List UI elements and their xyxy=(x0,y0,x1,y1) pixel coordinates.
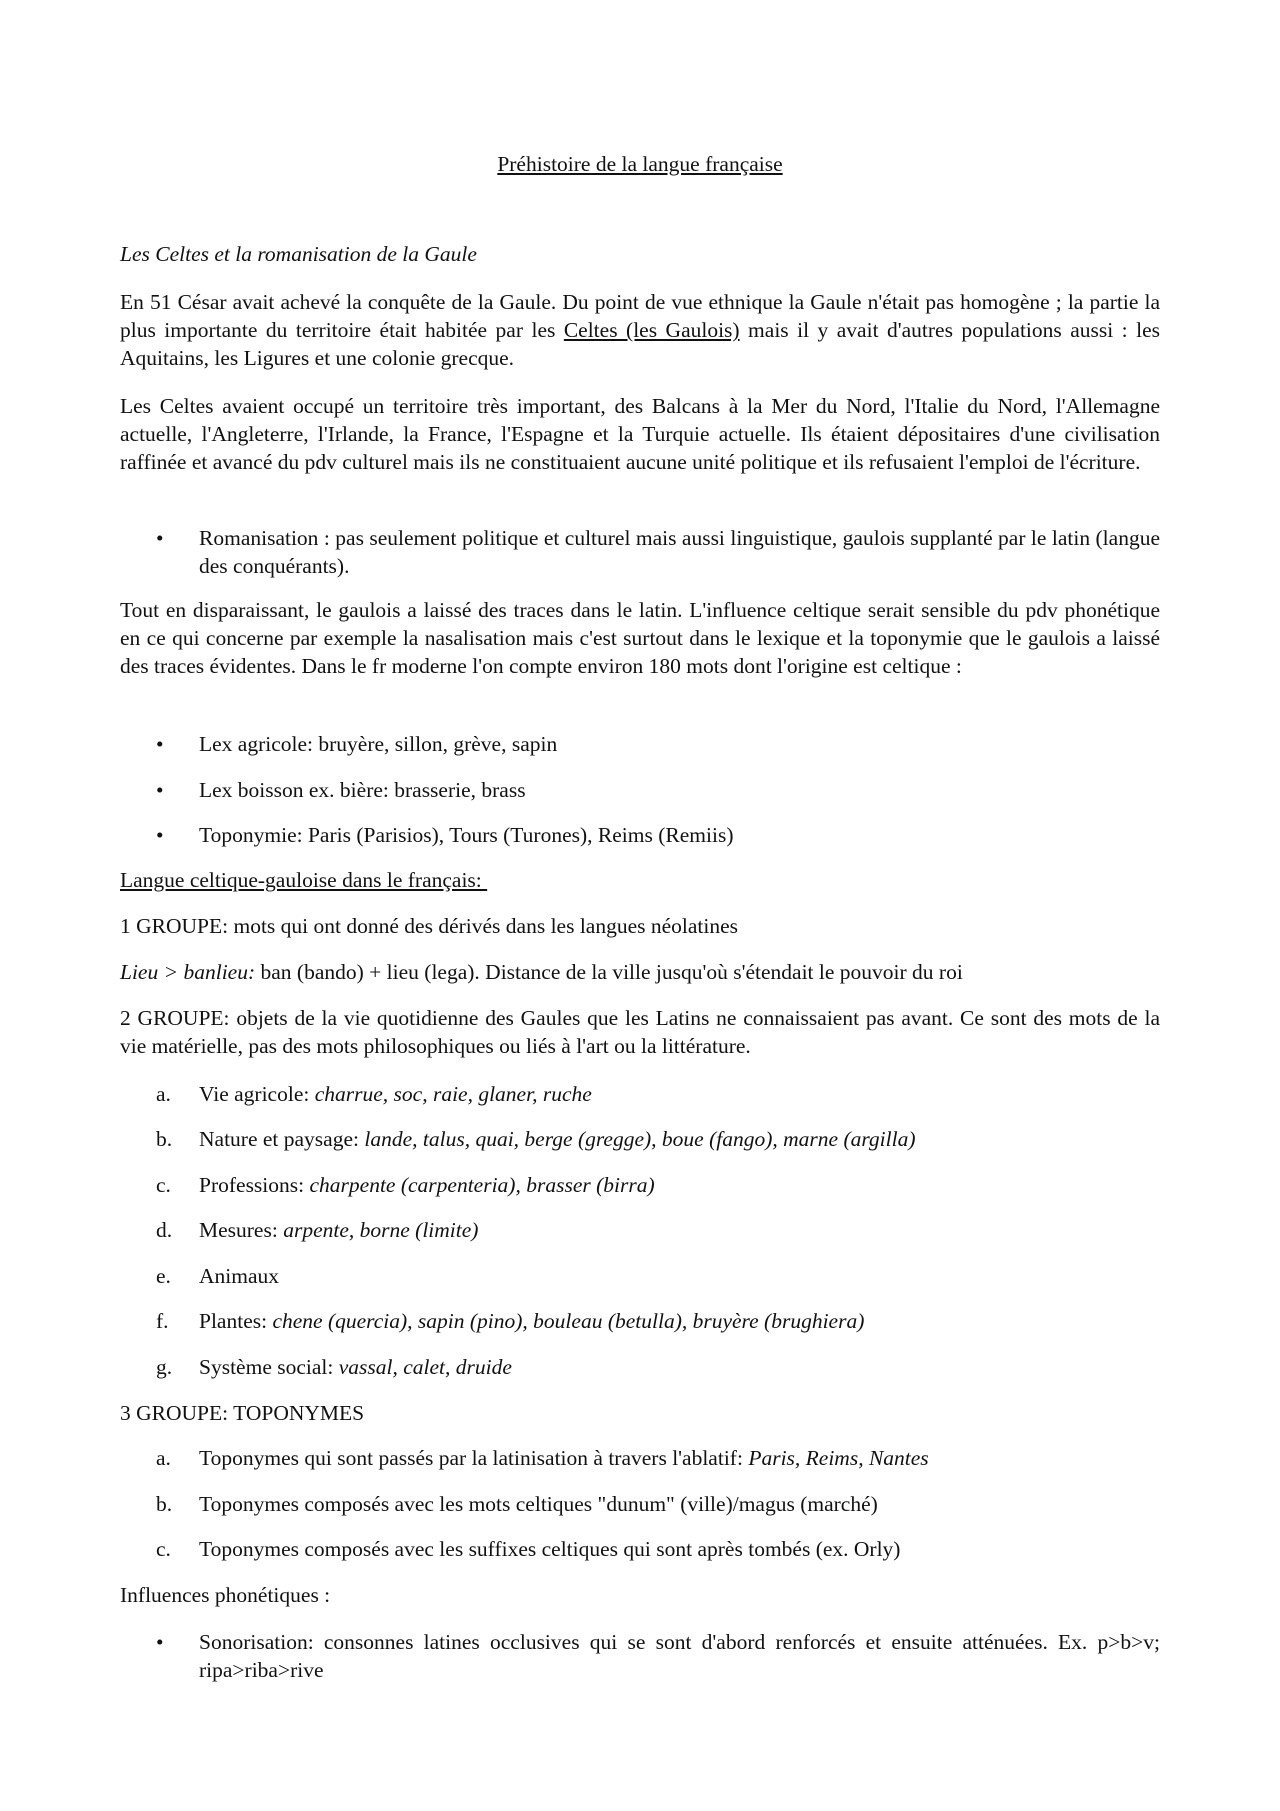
bullet-icon: • xyxy=(156,526,164,550)
groupe-2: 2 GROUPE: objets de la vie quotidienne des Gaules que les Latins ne connaissaient pas avant. Ce sont des mots de la vie matérielle, pas des mots philosophiques ou liés à l'art ou la littérature. xyxy=(120,1006,1160,1058)
paragraph-territoire: Les Celtes avaient occupé un territoire très important, des Balcans à la Mer du Nord, l'Italie du Nord, l'Allemagne actuelle, l'Angleterre, l'Irlande, la France, l'Espagne et la Turquie actuelle. Ils étaient dépositaires d'une civilisation raffinée et avancé du pdv culturel mais ils ne constituaient aucune unité politique et ils refusaient l'emploi de l'écriture. xyxy=(120,394,1160,474)
section-heading-langue-celtique: Langue celtique-gauloise dans le français: xyxy=(120,868,488,892)
bullet-icon: • xyxy=(156,732,164,756)
influences-phonetiques-heading: Influences phonétiques : xyxy=(120,1583,331,1607)
bullet-icon: • xyxy=(156,778,164,802)
celtes-underlined: Celtes (les Gaulois) xyxy=(563,318,740,342)
example-banlieu: Lieu > banlieu: ban (bando) + lieu (lega). Distance de la ville jusqu'où s'étendait le pouvoir du roi xyxy=(120,960,963,984)
groupe-1: 1 GROUPE: mots qui ont donné des dérivés dans les langues néolatines xyxy=(120,914,739,938)
section-heading-celtes: Les Celtes et la romanisation de la Gaule xyxy=(120,242,477,266)
paragraph-conquete: En 51 César avait achevé la conquête de la Gaule. Du point de vue ethnique la Gaule n'était pas homogène ; la partie la plus importante du territoire était habitée par les Celtes (les Gaulois) mais il y avait d'autres populations aussi : les Aquitains, les Ligures et une colonie grecque. xyxy=(120,290,1161,370)
bullet-icon: • xyxy=(156,1630,164,1654)
paragraph-traces: Tout en disparaissant, le gaulois a laissé des traces dans le latin. L'influence celtique serait sensible du pdv phonétique en ce qui concerne par exemple la nasalisation mais c'est surtout dans le lexique et la toponymie que le gaulois a laissé des traces évidentes. Dans le fr moderne l'on compte environ 180 mots dont l'origine est celtique : xyxy=(120,598,1160,678)
bullet-icon: • xyxy=(156,823,164,847)
groupe-3: 3 GROUPE: TOPONYMES xyxy=(120,1401,365,1425)
document-title: Préhistoire de la langue française xyxy=(497,152,783,176)
